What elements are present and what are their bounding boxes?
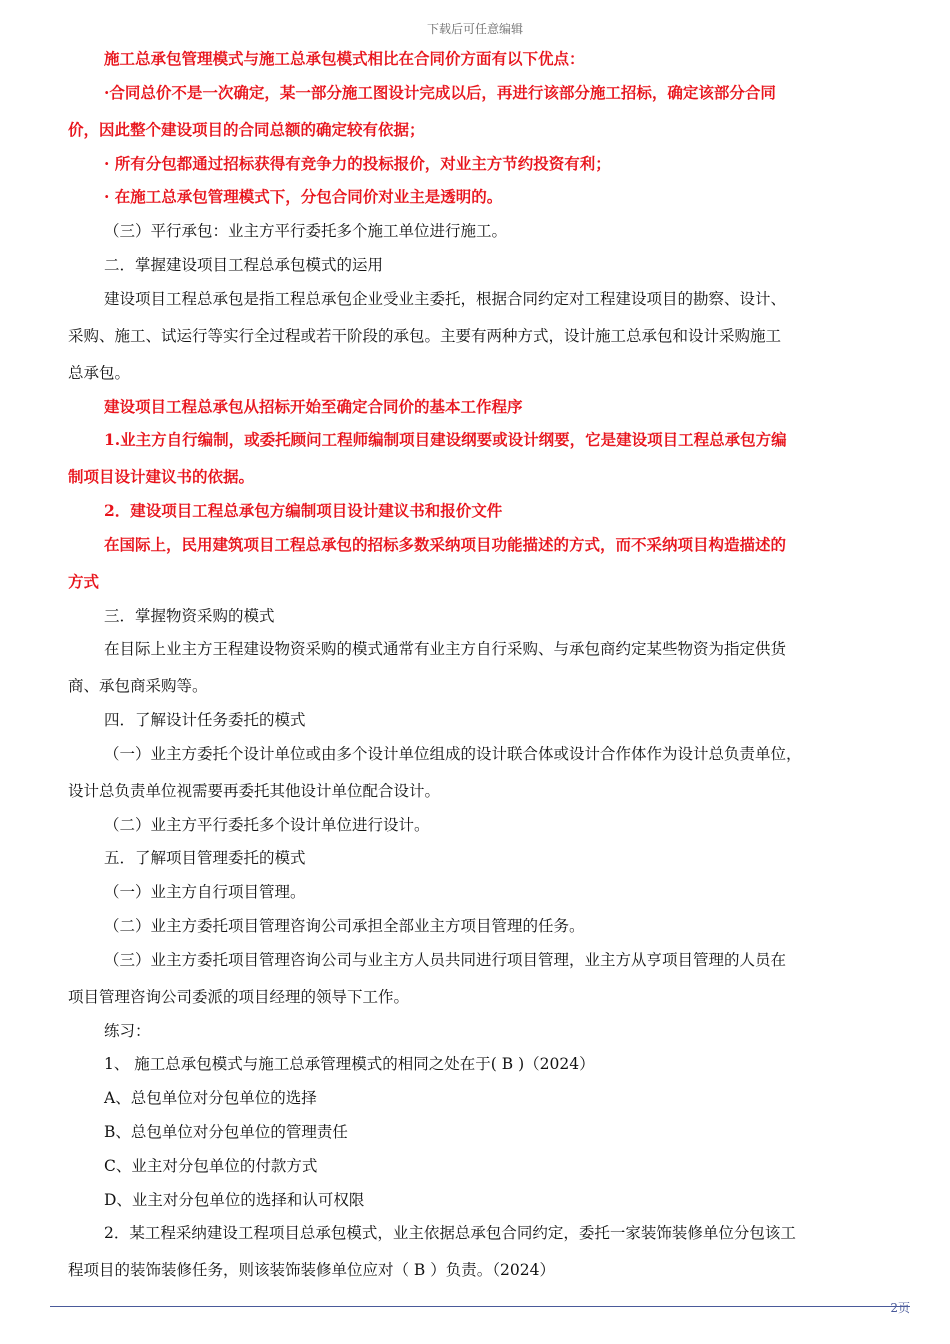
text-line: A、总包单位对分包单位的选择 — [104, 1089, 317, 1107]
text-line: （二）业主方委托项目管理咨询公司承担全部业主方项目管理的任务。 — [104, 917, 585, 935]
text-line: （三）平行承包：业主方平行委托多个施工单位进行施工。 — [104, 222, 508, 240]
text-line: ·合同总价不是一次确定，某一部分施工图设计完成以后，再进行该部分施工招标，确定该部分合同 — [104, 83, 776, 102]
text-line: 2．建设项目工程总承包方编制项目设计建议书和报价文件 — [104, 501, 503, 520]
text-line: 在目际上业主方王程建设物资采购的模式通常有业主方自行采购、与承包商约定某些物资为指定供货 — [104, 640, 787, 658]
text-line: 1、 施工总承包模式与施工总承管理模式的相同之处在于( B )（2024） — [104, 1055, 595, 1073]
text-line: 2．某工程采纳建设工程项目总承包模式，业主依据总承包合同约定，委托一家装饰装修单位分包该工 — [104, 1224, 796, 1242]
text-line: （一）业主方自行项目管理。 — [104, 883, 306, 901]
text-line: 练习： — [104, 1022, 151, 1040]
text-line: 施工总承包管理模式与施工总承包模式相比在合同价方面有以下优点： — [104, 49, 585, 68]
footer-divider — [50, 1306, 910, 1307]
text-line: （一）业主方委托个设计单位或由多个设计单位组成的设计联合体或设计合作体作为设计总负责单位， — [104, 745, 802, 763]
text-line: （三）业主方委托项目管理咨询公司与业主方人员共同进行项目管理，业主方从亨项目管理的人员在 — [104, 951, 787, 969]
text-line: 1.业主方自行编制，或委托顾问工程师编制项目建设纲要或设计纲要，它是建设项目工程总承包方编 — [104, 430, 787, 449]
text-line: 二．掌握建设项目工程总承包模式的运用 — [104, 256, 384, 274]
text-line: 三．掌握物资采购的模式 — [104, 607, 275, 625]
text-line: 价，因此整个建设项目的合同总额的确定较有依据； — [68, 120, 425, 139]
text-line: · 在施工总承包管理模式下，分包合同价对业主是透明的。 — [104, 187, 503, 206]
text-line: D、业主对分包单位的选择和认可权限 — [104, 1191, 365, 1209]
text-line: 项目管理咨询公司委派的项目经理的领导下工作。 — [68, 988, 410, 1006]
page-header: 下载后可任意编辑 — [426, 22, 523, 36]
text-line: · 所有分包都通过招标获得有竞争力的投标报价，对业主方节约投资有利； — [104, 154, 611, 173]
text-line: 商、承包商采购等。 — [68, 677, 208, 695]
text-line: 四．了解设计任务委托的模式 — [104, 711, 306, 729]
text-line: 总承包。 — [68, 364, 131, 382]
text-line: 建设项目工程总承包是指工程总承包企业受业主委托，根据合同约定对工程建设项目的勘察、设计、 — [104, 290, 787, 308]
text-line: 采购、施工、试运行等实行全过程或若干阶段的承包。主要有两种方式，设计施工总承包和设计采购施工 — [68, 327, 782, 345]
text-line: 设计总负责单位视需要再委托其他设计单位配合设计。 — [68, 782, 441, 800]
text-line: C、业主对分包单位的付款方式 — [104, 1157, 318, 1175]
text-line: 在国际上，民用建筑项目工程总承包的招标多数采纳项目功能描述的方式，而不采纳项目构造描述的 — [104, 535, 787, 554]
text-line: 方式 — [68, 572, 100, 591]
text-line: B、总包单位对分包单位的管理责任 — [104, 1123, 348, 1141]
text-line: 建设项目工程总承包从招标开始至确定合同价的基本工作程序 — [104, 397, 523, 416]
text-line: 程项目的装饰装修任务，则该装饰装修单位应对（ B ）负责。（2024） — [68, 1261, 555, 1279]
text-line: （二）业主方平行委托多个设计单位进行设计。 — [104, 816, 430, 834]
text-line: 五．了解项目管理委托的模式 — [104, 849, 306, 867]
text-line: 制项目设计建议书的依据。 — [68, 467, 255, 486]
page-number: 2页 — [890, 1301, 910, 1315]
